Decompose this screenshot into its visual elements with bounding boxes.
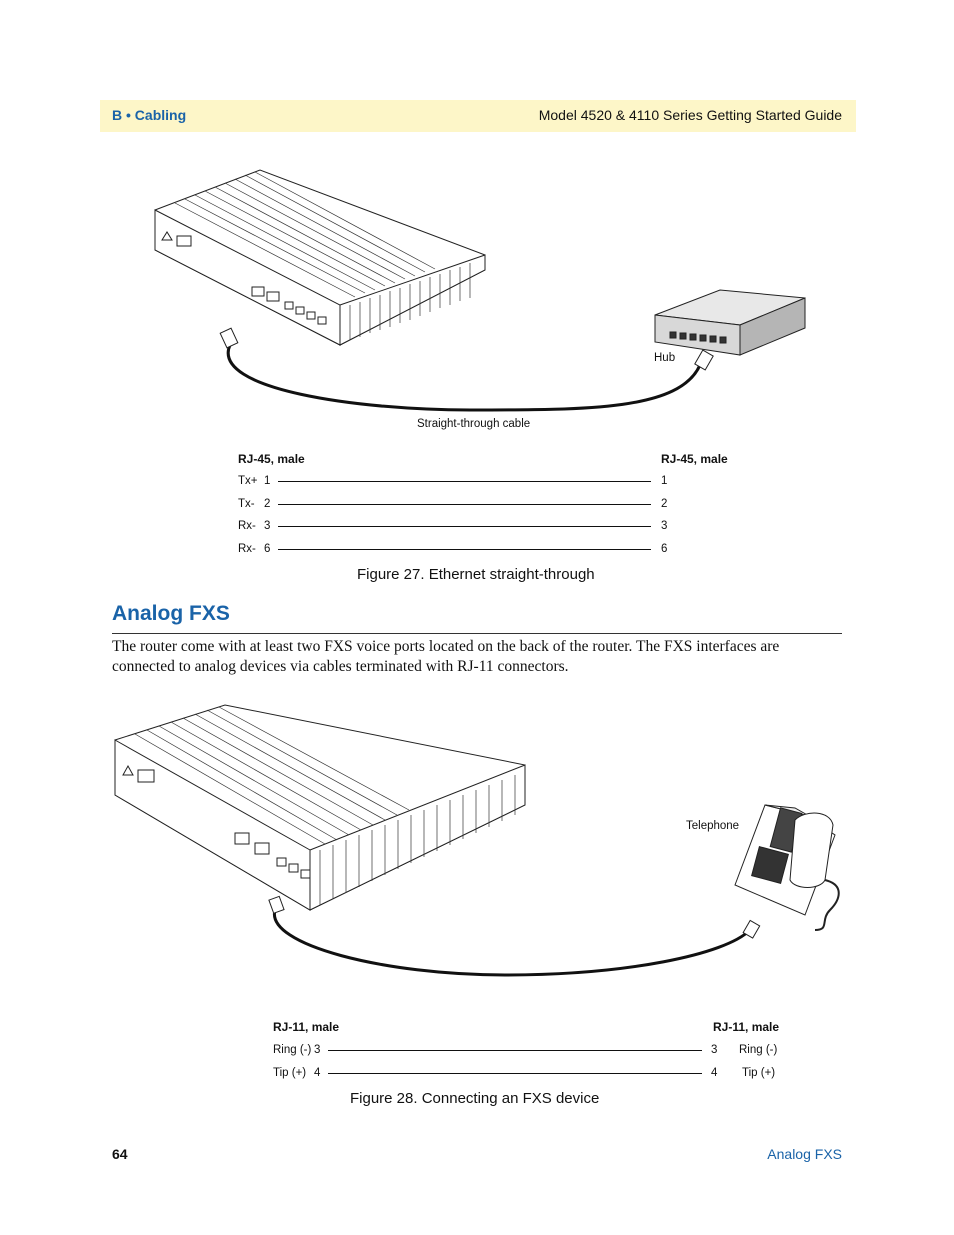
- figure-27-illustration: [140, 160, 820, 440]
- pin-right: 4: [711, 1067, 718, 1079]
- router-illustration: [115, 705, 525, 910]
- pin-left-signal: Tip (+): [273, 1067, 307, 1079]
- wire-line: [278, 549, 651, 550]
- pin-right: 1: [661, 475, 668, 487]
- wire-line: [278, 526, 651, 527]
- header-section: B • Cabling: [112, 107, 187, 123]
- section-paragraph: The router come with at least two FXS voice ports located on the back of the router. The FXS interfaces are connected to analog devices via cables terminated with RJ-11 connectors.: [112, 638, 780, 675]
- pin-left: 2: [264, 498, 271, 510]
- right-connector-label: RJ-11, male: [713, 1020, 780, 1034]
- header-guide-title: Model 4520 & 4110 Series Getting Started Guide: [538, 107, 842, 123]
- pin-right-signal: Ring (-): [739, 1044, 778, 1056]
- pin-right: 3: [661, 520, 668, 532]
- hub-label: Hub: [654, 352, 676, 364]
- figure-27-caption: Figure 27. Ethernet straight-through: [357, 566, 595, 583]
- pin-right: 2: [661, 498, 668, 510]
- telephone-illustration: [735, 805, 839, 930]
- right-connector-label: RJ-45, male: [661, 452, 728, 466]
- section-title: Analog FXS: [112, 602, 230, 625]
- pin-signal: Tx-: [238, 498, 255, 510]
- wire-line: [278, 504, 651, 505]
- pin-right: 3: [711, 1044, 718, 1056]
- pin-signal: Tx+: [238, 475, 258, 487]
- hub-illustration: [655, 290, 805, 355]
- pin-signal: Rx-: [238, 543, 256, 555]
- pin-left: 6: [264, 543, 271, 555]
- page-header: [100, 100, 856, 132]
- footer-section-link[interactable]: Analog FXS: [767, 1146, 842, 1162]
- pin-left: 4: [314, 1067, 321, 1079]
- pin-right: 6: [661, 543, 668, 555]
- wire-line: [328, 1073, 702, 1074]
- cable-label: Straight-through cable: [417, 418, 531, 430]
- figure-28-caption: Figure 28. Connecting an FXS device: [350, 1090, 600, 1107]
- wire-line: [278, 481, 651, 482]
- pin-left-signal: Ring (-): [273, 1044, 312, 1056]
- straight-through-cable-illustration: [220, 328, 713, 410]
- pin-left: 3: [264, 520, 271, 532]
- figure-28-illustration: [105, 700, 850, 1000]
- page-number: 64: [112, 1146, 128, 1162]
- telephone-label: Telephone: [686, 820, 740, 832]
- left-connector-label: RJ-45, male: [238, 452, 305, 466]
- rj11-cable-illustration: [269, 896, 760, 975]
- left-connector-label: RJ-11, male: [273, 1020, 340, 1034]
- pin-right-signal: Tip (+): [742, 1067, 776, 1079]
- section-rule: [112, 633, 842, 634]
- pin-signal: Rx-: [238, 520, 256, 532]
- pin-left: 3: [314, 1044, 321, 1056]
- wire-line: [328, 1050, 702, 1051]
- pin-left: 1: [264, 475, 271, 487]
- router-illustration: [155, 170, 485, 345]
